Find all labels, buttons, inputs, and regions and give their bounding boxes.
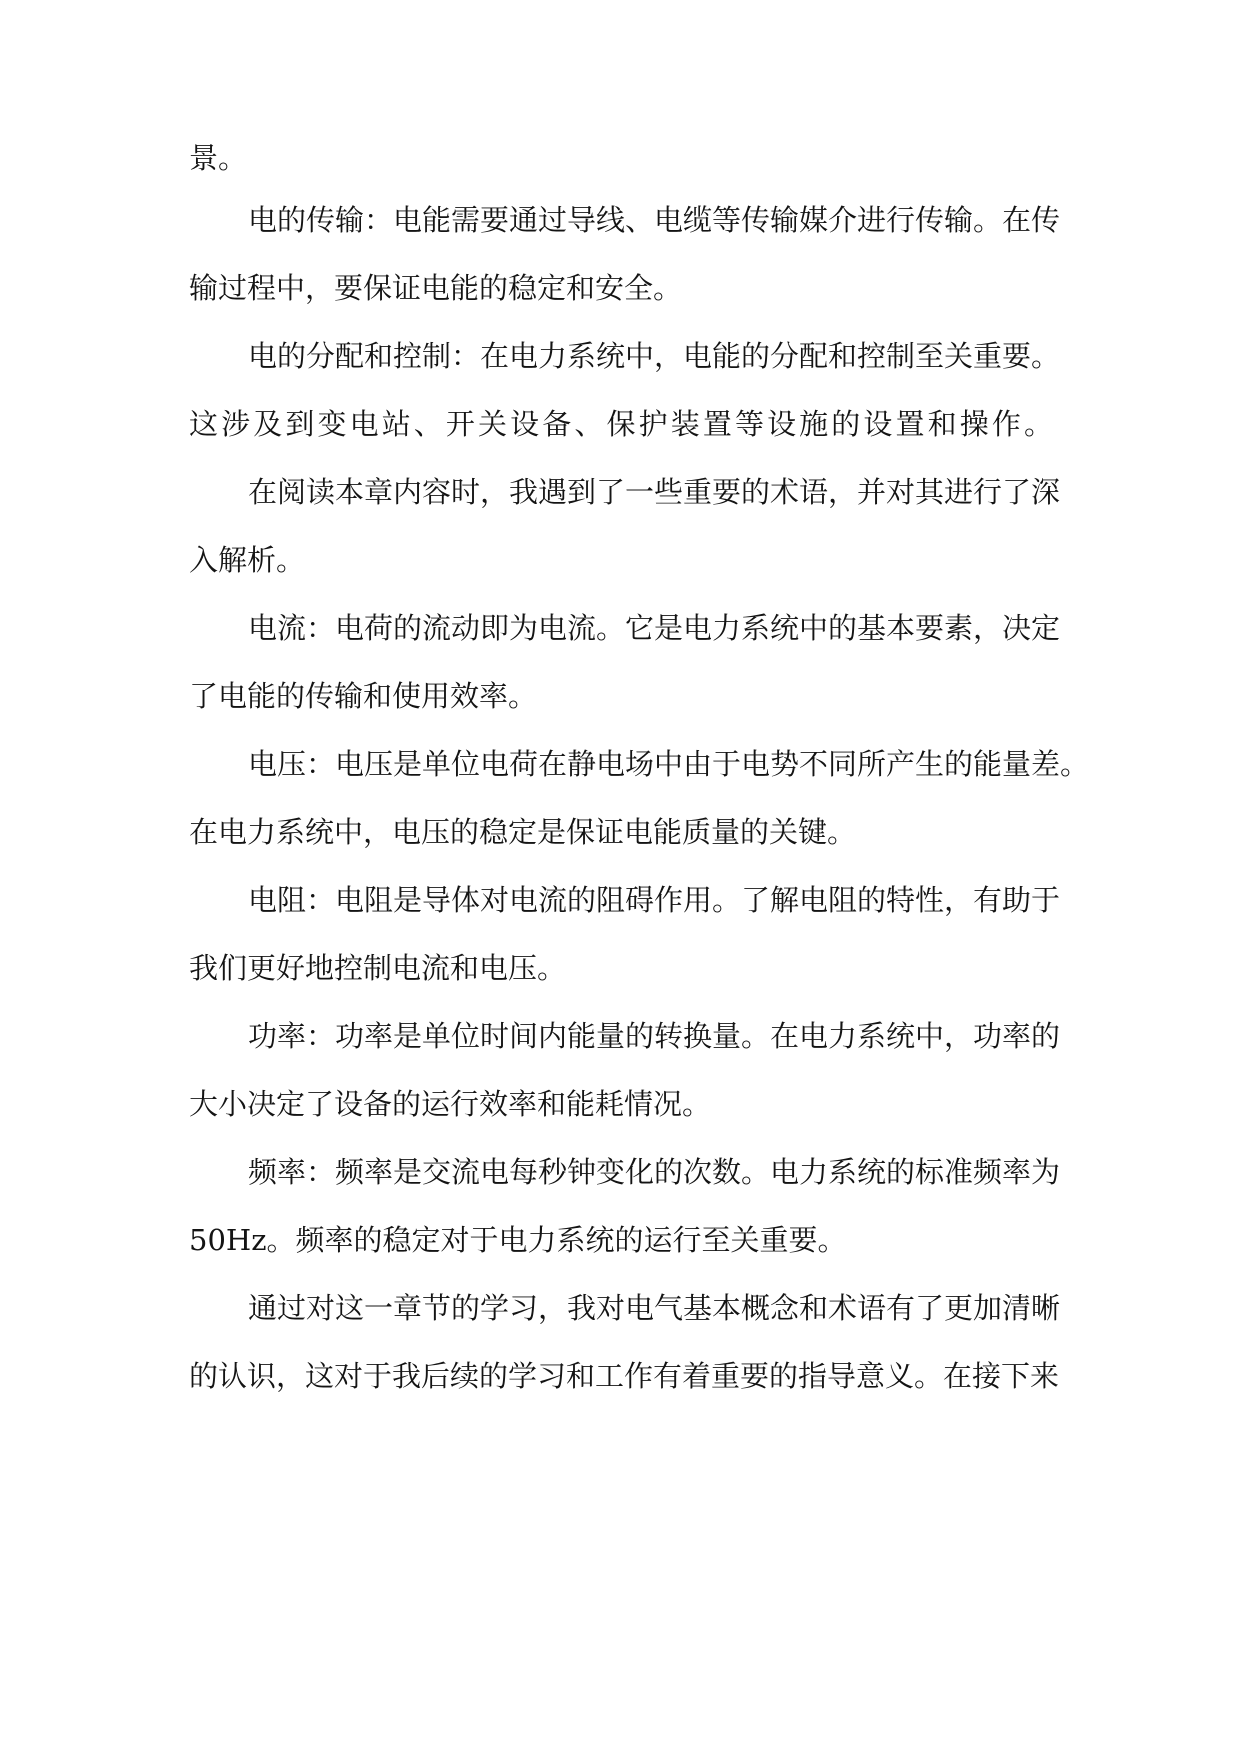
text-line: 50Hz。频率的稳定对于电力系统的运行至关重要。	[189, 1223, 847, 1257]
text-line: 电流：电荷的流动即为电流。它是电力系统中的基本要素，决定	[248, 611, 1061, 645]
text-line: 在阅读本章内容时，我遇到了一些重要的术语，并对其进行了深	[248, 475, 1061, 509]
text-line: 入解析。	[189, 543, 306, 577]
text-line: 我们更好地控制电流和电压。	[189, 951, 567, 985]
text-line: 电压：电压是单位电荷在静电场中由于电势不同所产生的能量差。	[248, 747, 1090, 781]
text-line: 功率：功率是单位时间内能量的转换量。在电力系统中，功率的	[248, 1019, 1061, 1053]
text-line: 大小决定了设备的运行效率和能耗情况。	[189, 1087, 712, 1121]
text-line: 在电力系统中，电压的稳定是保证电能质量的关键。	[189, 815, 857, 849]
text-line: 电的传输：电能需要通过导线、电缆等传输媒介进行传输。在传	[248, 203, 1061, 237]
text-line: 电的分配和控制：在电力系统中，电能的分配和控制至关重要。	[248, 339, 1061, 373]
text-line: 景。	[189, 141, 248, 175]
text-line: 电阻：电阻是导体对电流的阻碍作用。了解电阻的特性，有助于	[248, 883, 1061, 917]
text-line: 的认识，这对于我后续的学习和工作有着重要的指导意义。在接下来	[189, 1359, 1060, 1393]
text-line: 通过对这一章节的学习，我对电气基本概念和术语有了更加清晰	[248, 1291, 1061, 1325]
text-line: 了电能的传输和使用效率。	[189, 679, 538, 713]
text-line: 输过程中，要保证电能的稳定和安全。	[189, 271, 683, 305]
text-line: 频率：频率是交流电每秒钟变化的次数。电力系统的标准频率为	[248, 1155, 1061, 1189]
text-line: 这涉及到变电站、开关设备、保护装置等设施的设置和操作。	[189, 407, 1053, 441]
